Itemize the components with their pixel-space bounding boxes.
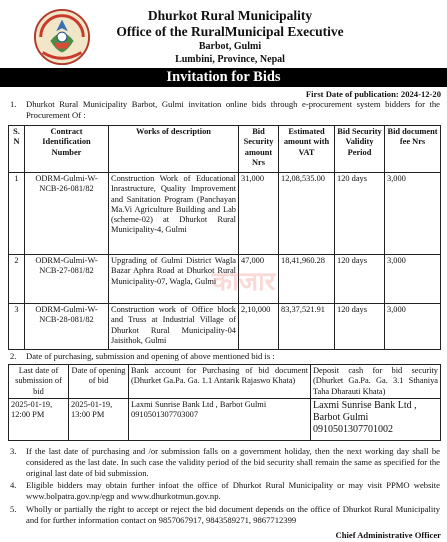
row-validity: 120 days bbox=[335, 255, 385, 304]
table-row bbox=[9, 304, 441, 350]
row-works: Upgrading of Gulmi District Wagla Bazar Aphra Road at Dhurkot Rural Municipality-07, Wagla, Gulmi bbox=[109, 255, 239, 304]
row-fee: 3,000 bbox=[385, 173, 441, 255]
note-5-number: 5. bbox=[10, 504, 17, 514]
header-bank: Bank account for Purchasing of bid document (Dhurket Ga.Pa. Ga. 1.1 Antarik Rajaswo Khata) bbox=[129, 365, 311, 399]
row-deposit: Laxmi Sunrise Bank Ltd , Barbot Gulmi 0910501307701002 bbox=[311, 399, 441, 441]
row-contract: ODRM-Gulmi-W-NCB-26-081/82 bbox=[25, 173, 109, 255]
row-works: Construction Work of Educational Inrastructure, Quality Improvement and Sanitation Program (Panchayan Ma.Vi Agriculture Building and Lab (scheme-02) at Dhurkot Rural Municipality-4, Gulmi bbox=[109, 173, 239, 255]
note-2: Date of purchasing, submission and opening of above mentioned bid is : bbox=[26, 351, 275, 361]
row-works: Construction work of Office block and Truss at Industrial Village of Dhurkot Rural Municipality-04 Jaisithok, Gulmi bbox=[109, 304, 239, 350]
row-security: 47,000 bbox=[239, 255, 279, 304]
watermark-text: काजार bbox=[212, 267, 276, 297]
nepal-emblem-icon bbox=[33, 8, 91, 66]
table-row bbox=[9, 173, 441, 255]
header-contract: Contract Identification Number bbox=[25, 126, 109, 173]
row-security: 31,000 bbox=[239, 173, 279, 255]
bids-table bbox=[8, 125, 441, 350]
row-estimated: 12,08,535.00 bbox=[279, 173, 335, 255]
row-fee: 3,000 bbox=[385, 304, 441, 350]
row-opening: 2025-01-19, 13:00 PM bbox=[69, 399, 129, 441]
publication-date: First Date of publication: 2024-12-20 bbox=[305, 89, 441, 99]
note-4: Eligible bidders may obtain further infoat the office of Dhurkot Rural Municipality or may visit PPMO website www.bolpatra.gov.np/egp and www.dhurkotmun.gov.np. bbox=[26, 480, 440, 501]
row-last-date: 2025-01-19, 12:00 PM bbox=[9, 399, 69, 441]
header-fee: Bid document fee Nrs bbox=[385, 126, 441, 173]
row-fee: 3,000 bbox=[385, 255, 441, 304]
signature: Chief Administrative Officer bbox=[335, 530, 441, 540]
table-row bbox=[9, 399, 441, 441]
row-sn: 2 bbox=[9, 255, 25, 304]
office-name: Office of the RuralMunicipal Executive bbox=[116, 24, 344, 39]
row-bank: Laxmi Sunrise Bank Ltd , Barbot Gulmi 0910501307703007 bbox=[129, 399, 311, 441]
note-3: If the last date of purchasing and /or submission falls on a government holiday, then the next working day shall be considered as the last date. In such case the validity period of the bid security shall remain the same as specified for the original last date of bid submission. bbox=[26, 446, 440, 478]
note-5: Wholly or partially the right to accept or reject the bid document depends on the office of Dhurkot Rural Municipality and for further information contact on 9857067917, 9843589271, 9867712399 bbox=[26, 504, 440, 525]
row-sn: 3 bbox=[9, 304, 25, 350]
header-sn: S. N bbox=[9, 126, 25, 173]
dates-table-header bbox=[9, 365, 441, 399]
row-security: 2,10,000 bbox=[239, 304, 279, 350]
page-title: Invitation for Bids bbox=[0, 68, 447, 87]
header-deposit: Deposit cash for bid security (Dhurket Ga.Pa. Ga. 3.1 Sthaniya Taha Dharauti Khata) bbox=[311, 365, 441, 399]
row-validity: 120 days bbox=[335, 304, 385, 350]
row-contract: ODRM-Gulmi-W-NCB-27-081/82 bbox=[25, 255, 109, 304]
note-2-number: 2. bbox=[10, 351, 17, 361]
header-works: Works of description bbox=[109, 126, 239, 173]
header-opening: Date of opening of bid bbox=[69, 365, 129, 399]
province-line: Lumbini, Province, Nepal bbox=[175, 54, 285, 65]
note-1: Dhurkot Rural Municipality Barbot, Gulmi invitation online bids through e-procurement system bidders for the Procurement Of : bbox=[26, 99, 440, 120]
header-security: Bid Security amount Nrs bbox=[239, 126, 279, 173]
row-sn: 1 bbox=[9, 173, 25, 255]
note-1-number: 1. bbox=[10, 99, 17, 109]
header-estimated: Estimated amount with VAT bbox=[279, 126, 335, 173]
row-contract: ODRM-Gulmi-W-NCB-28-081/82 bbox=[25, 304, 109, 350]
note-4-number: 4. bbox=[10, 480, 17, 490]
note-3-number: 3. bbox=[10, 446, 17, 456]
row-validity: 120 days bbox=[335, 173, 385, 255]
address-line: Barbot, Gulmi bbox=[198, 41, 262, 52]
municipality-name: Dhurkot Rural Municipality bbox=[147, 8, 313, 23]
header-validity: Bid Security Validity Period bbox=[335, 126, 385, 173]
dates-table bbox=[8, 364, 441, 441]
row-estimated: 18,41,960.28 bbox=[279, 255, 335, 304]
row-estimated: 83,37,521.91 bbox=[279, 304, 335, 350]
bids-table-header bbox=[9, 126, 441, 173]
header-last-date: Last date of submission of bid bbox=[9, 365, 69, 399]
